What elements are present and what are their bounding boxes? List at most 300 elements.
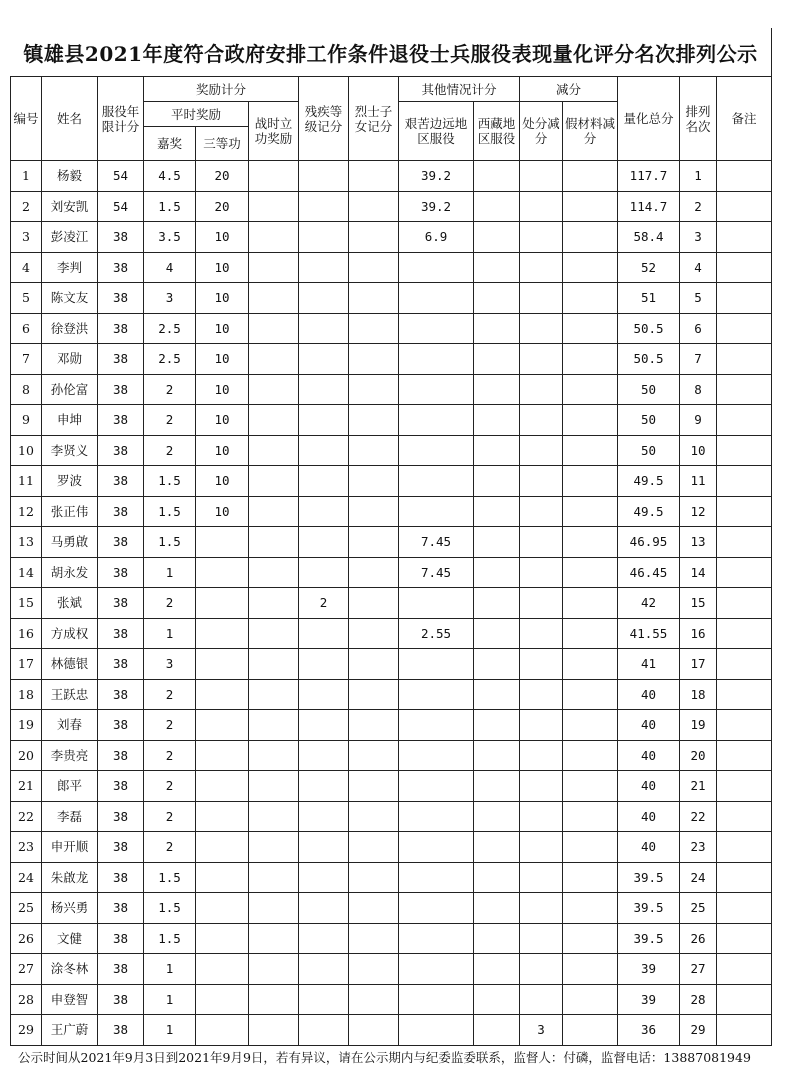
row-remote <box>399 496 474 527</box>
header-name: 姓名 <box>42 77 98 161</box>
row-fake <box>563 984 618 1015</box>
row-martyr <box>349 466 399 497</box>
row-tibet <box>474 435 520 466</box>
row-remark <box>717 710 772 741</box>
row-punish <box>520 710 563 741</box>
row-service: 38 <box>98 679 144 710</box>
row-remote: 7.45 <box>399 557 474 588</box>
row-wartime <box>249 466 299 497</box>
row-name: 胡永发 <box>42 557 98 588</box>
row-total: 36 <box>618 1015 680 1046</box>
row-name: 文健 <box>42 923 98 954</box>
row-wartime <box>249 1015 299 1046</box>
row-martyr <box>349 405 399 436</box>
row-wartime <box>249 801 299 832</box>
row-index: 5 <box>11 283 42 314</box>
row-martyr <box>349 344 399 375</box>
row-rank: 13 <box>680 527 717 558</box>
row-rank: 15 <box>680 588 717 619</box>
row-service: 38 <box>98 862 144 893</box>
row-remote <box>399 862 474 893</box>
row-punish <box>520 405 563 436</box>
row-remote <box>399 649 474 680</box>
row-remote <box>399 374 474 405</box>
row-third-class: 10 <box>196 405 249 436</box>
row-name: 申登智 <box>42 984 98 1015</box>
row-disability <box>299 862 349 893</box>
row-commend: 2.5 <box>144 313 196 344</box>
row-rank: 6 <box>680 313 717 344</box>
row-index: 28 <box>11 984 42 1015</box>
row-martyr <box>349 161 399 192</box>
row-remark <box>717 313 772 344</box>
row-total: 41.55 <box>618 618 680 649</box>
table-row <box>11 527 772 558</box>
row-remark <box>717 649 772 680</box>
row-commend: 1 <box>144 984 196 1015</box>
row-commend: 1 <box>144 557 196 588</box>
row-third-class <box>196 893 249 924</box>
row-service: 38 <box>98 984 144 1015</box>
row-wartime <box>249 679 299 710</box>
row-index: 13 <box>11 527 42 558</box>
row-name: 申开顺 <box>42 832 98 863</box>
row-index: 22 <box>11 801 42 832</box>
row-service: 38 <box>98 832 144 863</box>
row-martyr <box>349 374 399 405</box>
row-third-class <box>196 862 249 893</box>
row-wartime <box>249 771 299 802</box>
row-total: 50.5 <box>618 313 680 344</box>
row-tibet <box>474 374 520 405</box>
row-index: 27 <box>11 954 42 985</box>
row-fake <box>563 405 618 436</box>
row-punish <box>520 649 563 680</box>
table-row <box>11 984 772 1015</box>
row-fake <box>563 954 618 985</box>
row-tibet <box>474 832 520 863</box>
row-fake <box>563 374 618 405</box>
row-tibet <box>474 862 520 893</box>
row-remote <box>399 588 474 619</box>
row-remote <box>399 954 474 985</box>
row-tibet <box>474 557 520 588</box>
row-punish <box>520 954 563 985</box>
table-row <box>11 954 772 985</box>
row-fake <box>563 527 618 558</box>
row-wartime <box>249 618 299 649</box>
header-third-class: 三等功 <box>196 127 249 161</box>
row-total: 46.95 <box>618 527 680 558</box>
row-martyr <box>349 923 399 954</box>
row-remark <box>717 801 772 832</box>
table-row <box>11 740 772 771</box>
row-punish <box>520 435 563 466</box>
row-commend: 2 <box>144 832 196 863</box>
row-service: 38 <box>98 923 144 954</box>
table-row <box>11 1015 772 1046</box>
row-rank: 27 <box>680 954 717 985</box>
row-wartime <box>249 313 299 344</box>
row-fake <box>563 618 618 649</box>
row-tibet <box>474 771 520 802</box>
row-name: 邓勋 <box>42 344 98 375</box>
row-remark <box>717 557 772 588</box>
row-wartime <box>249 405 299 436</box>
row-fake <box>563 740 618 771</box>
row-third-class: 20 <box>196 161 249 192</box>
row-name: 张斌 <box>42 588 98 619</box>
page-title: 镇雄县2021年度符合政府安排工作条件退役士兵服役表现量化评分名次排列公示 <box>23 42 758 66</box>
header-fake: 假材料减分 <box>563 102 618 161</box>
row-rank: 23 <box>680 832 717 863</box>
row-disability: 2 <box>299 588 349 619</box>
row-remark <box>717 435 772 466</box>
row-third-class <box>196 801 249 832</box>
row-tibet <box>474 984 520 1015</box>
row-fake <box>563 466 618 497</box>
row-index: 1 <box>11 161 42 192</box>
row-name: 刘春 <box>42 710 98 741</box>
row-martyr <box>349 191 399 222</box>
row-remark <box>717 862 772 893</box>
table-row <box>11 771 772 802</box>
row-rank: 29 <box>680 1015 717 1046</box>
row-remark <box>717 496 772 527</box>
table-row <box>11 374 772 405</box>
row-punish <box>520 893 563 924</box>
row-third-class: 20 <box>196 191 249 222</box>
row-remark <box>717 618 772 649</box>
row-tibet <box>474 252 520 283</box>
row-wartime <box>249 710 299 741</box>
table-row <box>11 191 772 222</box>
row-remote <box>399 313 474 344</box>
row-index: 24 <box>11 862 42 893</box>
row-total: 50 <box>618 435 680 466</box>
table-row <box>11 283 772 314</box>
row-remark <box>717 771 772 802</box>
row-commend: 1 <box>144 618 196 649</box>
row-wartime <box>249 435 299 466</box>
row-third-class <box>196 557 249 588</box>
row-tibet <box>474 923 520 954</box>
row-tibet <box>474 740 520 771</box>
row-wartime <box>249 344 299 375</box>
row-disability <box>299 1015 349 1046</box>
row-remote <box>399 771 474 802</box>
row-martyr <box>349 801 399 832</box>
row-tibet <box>474 161 520 192</box>
row-wartime <box>249 374 299 405</box>
row-total: 40 <box>618 679 680 710</box>
row-index: 18 <box>11 679 42 710</box>
row-wartime <box>249 954 299 985</box>
row-name: 朱啟龙 <box>42 862 98 893</box>
row-remark <box>717 405 772 436</box>
row-disability <box>299 893 349 924</box>
row-remote <box>399 405 474 436</box>
row-remote <box>399 984 474 1015</box>
row-tibet <box>474 527 520 558</box>
row-disability <box>299 527 349 558</box>
row-service: 54 <box>98 161 144 192</box>
row-martyr <box>349 588 399 619</box>
row-disability <box>299 191 349 222</box>
row-punish <box>520 466 563 497</box>
row-tibet <box>474 649 520 680</box>
row-remark <box>717 954 772 985</box>
row-name: 方成权 <box>42 618 98 649</box>
row-name: 李贤义 <box>42 435 98 466</box>
row-index: 21 <box>11 771 42 802</box>
row-punish <box>520 679 563 710</box>
row-index: 19 <box>11 710 42 741</box>
row-service: 38 <box>98 527 144 558</box>
row-total: 40 <box>618 740 680 771</box>
row-wartime <box>249 557 299 588</box>
row-remark <box>717 832 772 863</box>
table-row <box>11 710 772 741</box>
row-remark <box>717 893 772 924</box>
row-name: 彭凌江 <box>42 222 98 253</box>
row-tibet <box>474 283 520 314</box>
row-rank: 24 <box>680 862 717 893</box>
row-total: 50 <box>618 405 680 436</box>
row-commend: 2 <box>144 740 196 771</box>
row-total: 117.7 <box>618 161 680 192</box>
row-martyr <box>349 649 399 680</box>
header-wartime: 战时立功奖励 <box>249 102 299 161</box>
row-martyr <box>349 1015 399 1046</box>
row-commend: 1.5 <box>144 923 196 954</box>
row-name: 徐登洪 <box>42 313 98 344</box>
table-row <box>11 161 772 192</box>
row-rank: 21 <box>680 771 717 802</box>
row-disability <box>299 740 349 771</box>
row-wartime <box>249 496 299 527</box>
row-wartime <box>249 984 299 1015</box>
row-punish <box>520 283 563 314</box>
header-deduction: 减分 <box>520 77 618 102</box>
row-martyr <box>349 496 399 527</box>
row-wartime <box>249 222 299 253</box>
row-remark <box>717 466 772 497</box>
row-third-class: 10 <box>196 222 249 253</box>
header-other: 其他情况计分 <box>399 77 520 102</box>
header-tibet: 西藏地区服役 <box>474 102 520 161</box>
row-third-class <box>196 984 249 1015</box>
row-name: 李判 <box>42 252 98 283</box>
row-index: 2 <box>11 191 42 222</box>
row-third-class <box>196 588 249 619</box>
header-index: 编号 <box>11 77 42 161</box>
row-third-class <box>196 771 249 802</box>
row-remote <box>399 740 474 771</box>
row-rank: 25 <box>680 893 717 924</box>
row-rank: 11 <box>680 466 717 497</box>
row-martyr <box>349 252 399 283</box>
row-rank: 19 <box>680 710 717 741</box>
row-name: 王跃忠 <box>42 679 98 710</box>
row-rank: 5 <box>680 283 717 314</box>
row-fake <box>563 710 618 741</box>
row-third-class: 10 <box>196 283 249 314</box>
row-wartime <box>249 283 299 314</box>
row-name: 孙伦富 <box>42 374 98 405</box>
row-punish <box>520 252 563 283</box>
row-service: 38 <box>98 344 144 375</box>
row-third-class <box>196 527 249 558</box>
row-punish <box>520 771 563 802</box>
row-total: 40 <box>618 832 680 863</box>
row-name: 陈文友 <box>42 283 98 314</box>
row-remark <box>717 679 772 710</box>
row-rank: 2 <box>680 191 717 222</box>
row-commend: 2 <box>144 801 196 832</box>
header-martyr: 烈士子女记分 <box>349 77 399 161</box>
row-martyr <box>349 740 399 771</box>
row-service: 38 <box>98 771 144 802</box>
row-remote <box>399 344 474 375</box>
row-martyr <box>349 527 399 558</box>
row-punish <box>520 832 563 863</box>
row-total: 50.5 <box>618 344 680 375</box>
row-disability <box>299 466 349 497</box>
table-row <box>11 466 772 497</box>
row-disability <box>299 313 349 344</box>
row-punish <box>520 588 563 619</box>
table-row <box>11 313 772 344</box>
row-wartime <box>249 862 299 893</box>
row-fake <box>563 435 618 466</box>
table-row <box>11 252 772 283</box>
table-row <box>11 893 772 924</box>
row-tibet <box>474 618 520 649</box>
row-wartime <box>249 191 299 222</box>
row-remark <box>717 374 772 405</box>
row-remark <box>717 527 772 558</box>
row-index: 10 <box>11 435 42 466</box>
row-name: 李磊 <box>42 801 98 832</box>
row-rank: 26 <box>680 923 717 954</box>
row-martyr <box>349 283 399 314</box>
row-name: 刘安凯 <box>42 191 98 222</box>
row-third-class: 10 <box>196 374 249 405</box>
row-name: 王广蔚 <box>42 1015 98 1046</box>
row-commend: 2 <box>144 588 196 619</box>
row-disability <box>299 557 349 588</box>
row-index: 20 <box>11 740 42 771</box>
row-remote <box>399 252 474 283</box>
row-punish <box>520 191 563 222</box>
row-disability <box>299 954 349 985</box>
row-service: 38 <box>98 374 144 405</box>
row-commend: 2 <box>144 374 196 405</box>
row-commend: 1 <box>144 1015 196 1046</box>
row-remote: 39.2 <box>399 191 474 222</box>
row-service: 54 <box>98 191 144 222</box>
row-fake <box>563 222 618 253</box>
row-index: 8 <box>11 374 42 405</box>
row-index: 17 <box>11 649 42 680</box>
row-total: 114.7 <box>618 191 680 222</box>
row-commend: 2 <box>144 679 196 710</box>
row-punish <box>520 222 563 253</box>
row-fake <box>563 893 618 924</box>
row-total: 41 <box>618 649 680 680</box>
row-remote <box>399 1015 474 1046</box>
header-service: 服役年限计分 <box>98 77 144 161</box>
row-total: 42 <box>618 588 680 619</box>
row-commend: 4 <box>144 252 196 283</box>
row-fake <box>563 252 618 283</box>
header-rank: 排列名次 <box>680 77 717 161</box>
row-total: 49.5 <box>618 466 680 497</box>
table-row <box>11 923 772 954</box>
row-punish <box>520 740 563 771</box>
row-third-class <box>196 832 249 863</box>
row-remark <box>717 984 772 1015</box>
table-row <box>11 649 772 680</box>
header-total: 量化总分 <box>618 77 680 161</box>
row-disability <box>299 252 349 283</box>
row-name: 李贵亮 <box>42 740 98 771</box>
row-disability <box>299 435 349 466</box>
row-commend: 1.5 <box>144 862 196 893</box>
row-disability <box>299 832 349 863</box>
row-tibet <box>474 191 520 222</box>
row-remote <box>399 435 474 466</box>
row-index: 7 <box>11 344 42 375</box>
row-total: 40 <box>618 710 680 741</box>
row-total: 39.5 <box>618 893 680 924</box>
row-index: 11 <box>11 466 42 497</box>
row-remote: 2.55 <box>399 618 474 649</box>
row-index: 12 <box>11 496 42 527</box>
row-remark <box>717 740 772 771</box>
row-wartime <box>249 161 299 192</box>
row-fake <box>563 1015 618 1046</box>
row-total: 49.5 <box>618 496 680 527</box>
row-disability <box>299 801 349 832</box>
row-tibet <box>474 679 520 710</box>
footer-notice: 公示时间从2021年9月3日到2021年9月9日，若有异议，请在公示期内与纪委监委联系，监督人：付磷，监督电话：13887081949 <box>18 1050 751 1065</box>
row-disability <box>299 222 349 253</box>
row-punish <box>520 984 563 1015</box>
row-index: 9 <box>11 405 42 436</box>
row-punish <box>520 801 563 832</box>
row-service: 38 <box>98 435 144 466</box>
header-reward: 奖励计分 <box>144 77 299 102</box>
row-service: 38 <box>98 252 144 283</box>
row-rank: 7 <box>680 344 717 375</box>
row-third-class: 10 <box>196 466 249 497</box>
row-remote <box>399 710 474 741</box>
row-disability <box>299 923 349 954</box>
row-rank: 16 <box>680 618 717 649</box>
row-remote: 39.2 <box>399 161 474 192</box>
row-remote <box>399 893 474 924</box>
row-service: 38 <box>98 1015 144 1046</box>
row-wartime <box>249 252 299 283</box>
row-rank: 18 <box>680 679 717 710</box>
header-disability: 残疾等级记分 <box>299 77 349 161</box>
row-remark <box>717 252 772 283</box>
row-service: 38 <box>98 954 144 985</box>
row-index: 16 <box>11 618 42 649</box>
row-fake <box>563 161 618 192</box>
